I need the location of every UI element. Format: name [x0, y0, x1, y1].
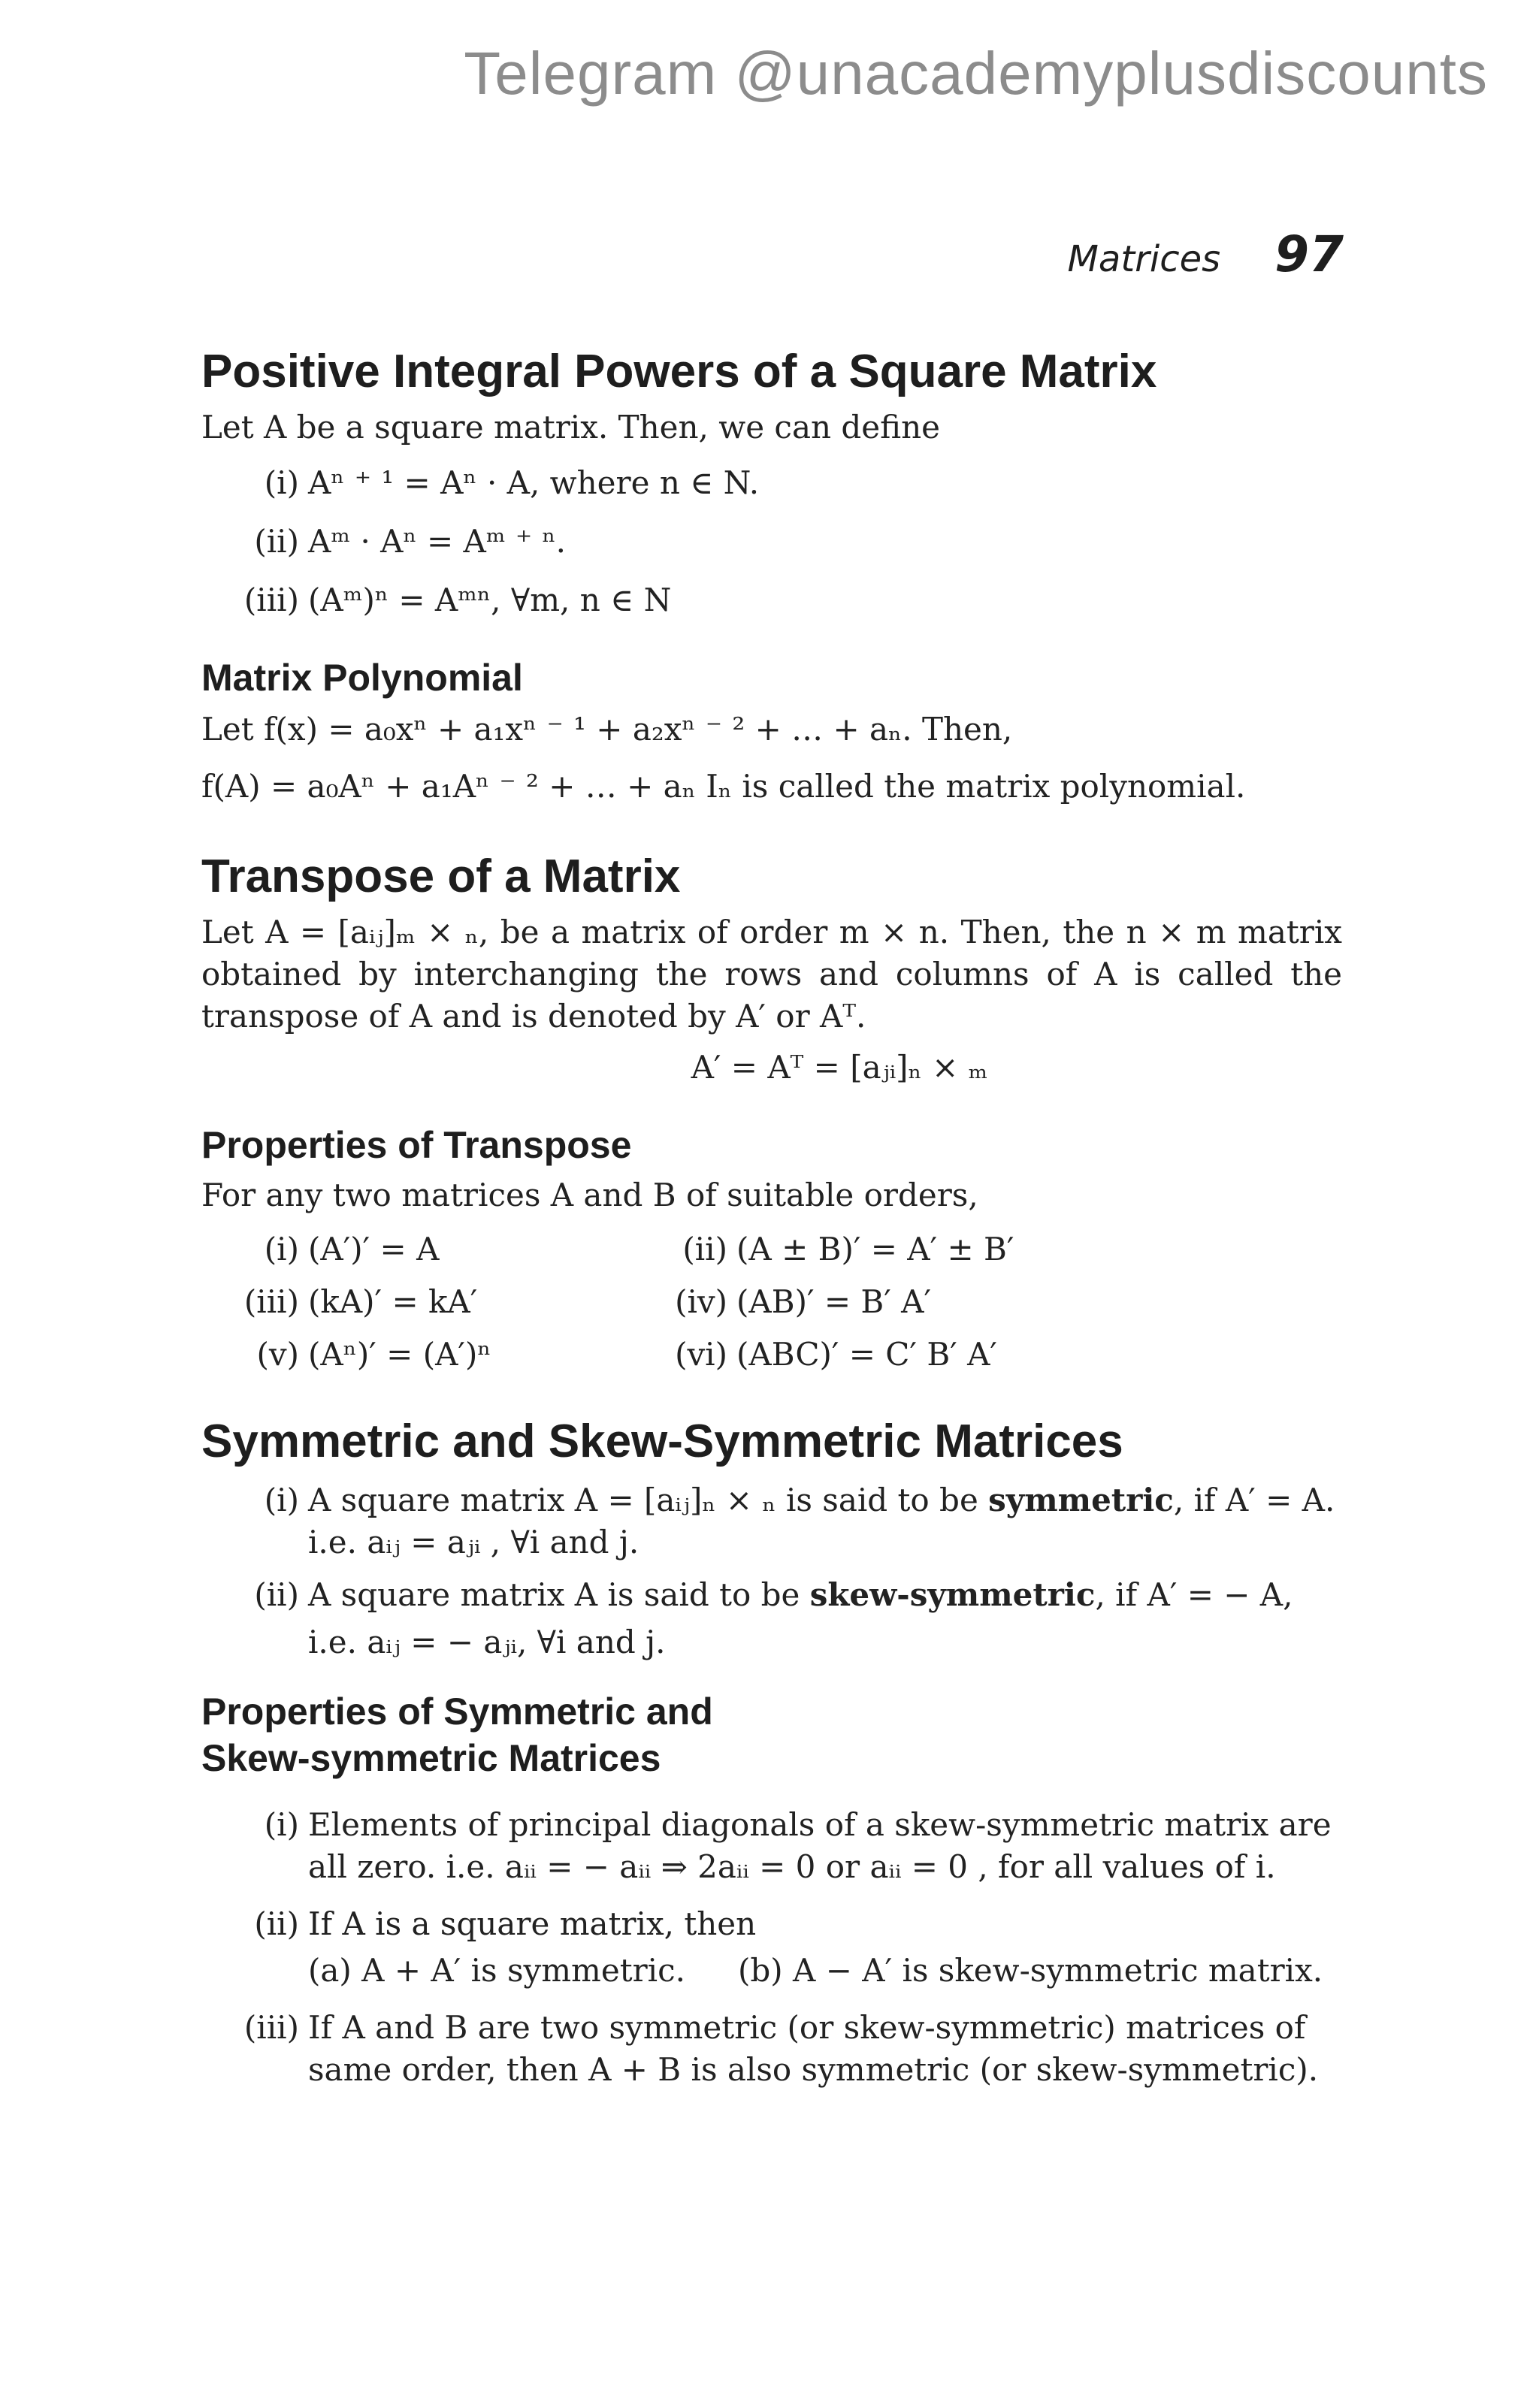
list-item-text: [308, 1903, 1342, 1992]
subheading-properties-symmetric-line2: Skew-symmetric Matrices: [201, 1737, 661, 1779]
property-item: [630, 1334, 1306, 1376]
symmetric-text-pre: A square matrix A = [aᵢⱼ]ₙ × ₙ is said to be: [308, 1482, 989, 1518]
list-item-text: [308, 2007, 1342, 2091]
skew-definition: i.e. aᵢⱼ = − aⱼᵢ, ∀i and j.: [308, 1624, 666, 1660]
sum-text-line2: same order, then A + B is also symmetric (or skew-symmetric).: [308, 2051, 1319, 2088]
symmetric-definition: i.e. aᵢⱼ = aⱼᵢ , ∀i and j.: [308, 1524, 639, 1561]
property-text: (A ± B)′ = A′ ± B′: [736, 1231, 1014, 1267]
property-item: [630, 1228, 1306, 1270]
list-item: [201, 579, 1342, 621]
property-text: (ABC)′ = C′ B′ A′: [736, 1336, 997, 1373]
subheading-matrix-polynomial: Matrix Polynomial: [201, 657, 523, 699]
list-item-number: (i): [264, 1482, 299, 1518]
polynomial-line-2: f(A) = a₀Aⁿ + a₁Aⁿ ⁻ ² + … + aₙ Iₙ is called the matrix polynomial.: [201, 768, 1246, 805]
section-heading-powers: Positive Integral Powers of a Square Matrix: [201, 346, 1157, 397]
list-item: [201, 462, 1342, 504]
transpose-properties-intro: For any two matrices A and B of suitable orders,: [201, 1177, 978, 1213]
sum-text-line1: If A and B are two symmetric (or skew-symmetric) matrices of: [308, 2009, 1306, 2046]
page-number: 97: [1274, 225, 1344, 283]
powers-intro: Let A be a square matrix. Then, we can define: [201, 409, 941, 446]
list-item-number: (ii): [254, 1576, 299, 1613]
transpose-paragraph: Let A = [aᵢⱼ]ₘ × ₙ, be a matrix of order m × n. Then, the n × m matrix obtained by interchanging the rows and columns of A is called the transpose of A and is denoted by A′ or Aᵀ.: [201, 914, 1342, 1035]
list-item-number: (ii): [254, 1905, 299, 1942]
list-item-number: (i): [264, 1806, 299, 1843]
list-item: [201, 1479, 1342, 1564]
skew-symmetric-term: skew-symmetric: [809, 1576, 1096, 1613]
skew-text-pre: A square matrix A is said to be: [308, 1576, 810, 1613]
list-item-text: (Aᵐ)ⁿ = Aᵐⁿ, ∀m, n ∈ N: [308, 582, 672, 618]
property-number: (iii): [243, 1283, 299, 1320]
polynomial-line-1: Let f(x) = a₀xⁿ + a₁xⁿ ⁻ ¹ + a₂xⁿ ⁻ ² + … + aₙ. Then,: [201, 711, 1013, 748]
section-heading-transpose: Transpose of a Matrix: [201, 851, 681, 902]
list-item-text: [308, 1479, 1342, 1564]
property-text: (Aⁿ)′ = (A′)ⁿ: [308, 1336, 491, 1373]
transpose-formula: A′ = Aᵀ = [aⱼᵢ]ₙ × ₘ: [691, 1049, 988, 1086]
list-item-text: Aᵐ · Aⁿ = Aᵐ ⁺ ⁿ.: [308, 523, 567, 560]
symmetric-text-post: , if A′ = A.: [1173, 1482, 1335, 1518]
diagonal-text-line1: Elements of principal diagonals of a skew-symmetric matrix are: [308, 1806, 1332, 1843]
property-number: (ii): [682, 1231, 727, 1267]
list-item: [201, 1574, 1342, 1669]
watermark-text: Telegram @unacademyplusdiscounts: [464, 40, 1488, 107]
skew-text-post: , if A′ = − A,: [1095, 1576, 1293, 1613]
section-heading-symmetric: Symmetric and Skew-Symmetric Matrices: [201, 1415, 1123, 1467]
list-item-number: (i): [264, 464, 299, 501]
transpose-properties-grid: [201, 1228, 1342, 1376]
list-item-number: (iii): [243, 2009, 299, 2046]
list-item: [201, 2007, 1342, 2091]
property-number: (v): [256, 1336, 299, 1373]
property-item: [201, 1281, 630, 1323]
list-item: [201, 1804, 1342, 1888]
list-item-text: [308, 1804, 1342, 1888]
list-item-text: [308, 1574, 1342, 1669]
powers-list: [201, 462, 1342, 621]
list-item-text: Aⁿ ⁺ ¹ = Aⁿ · A, where n ∈ N.: [308, 464, 760, 501]
subheading-properties-symmetric-line1: Properties of Symmetric and: [201, 1690, 713, 1733]
property-item: [201, 1334, 630, 1376]
symmetric-term: symmetric: [988, 1482, 1174, 1518]
property-item: [201, 1228, 630, 1270]
list-item: [201, 1903, 1342, 1992]
property-number: (vi): [675, 1336, 727, 1373]
square-matrix-text: If A is a square matrix, then: [308, 1905, 757, 1942]
property-text: (AB)′ = B′ A′: [736, 1283, 932, 1320]
diagonal-text-line2: all zero. i.e. aᵢᵢ = − aᵢᵢ ⇒ 2aᵢᵢ = 0 or aᵢᵢ = 0 , for all values of i.: [308, 1848, 1276, 1885]
subheading-properties-transpose: Properties of Transpose: [201, 1124, 632, 1166]
running-head: [1067, 225, 1344, 283]
list-item-number: (ii): [254, 523, 299, 560]
running-head-title: Matrices: [1067, 238, 1221, 280]
sub-items: [308, 1950, 1342, 1992]
sub-item-b: (b) A − A′ is skew-symmetric matrix.: [738, 1952, 1323, 1989]
list-item-number: (iii): [243, 582, 299, 618]
sub-item-a: (a) A + A′ is symmetric.: [308, 1952, 685, 1989]
page-content: [201, 342, 1342, 2091]
property-text: (kA)′ = kA′: [308, 1283, 478, 1320]
property-number: (i): [264, 1231, 299, 1267]
property-item: [630, 1281, 1306, 1323]
list-item: [201, 521, 1342, 563]
property-number: (iv): [675, 1283, 727, 1320]
property-text: (A′)′ = A: [308, 1231, 440, 1267]
